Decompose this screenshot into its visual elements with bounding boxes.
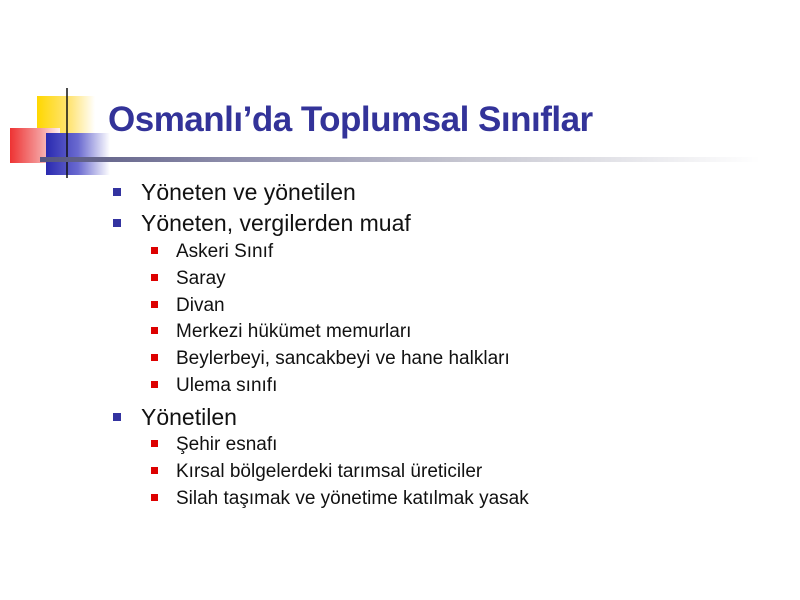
bullet-square-l2: [151, 354, 158, 361]
bullet-text-9: Yönetilen: [141, 404, 237, 430]
bullet-square-l2: [151, 440, 158, 447]
bullet-square-l2: [151, 274, 158, 281]
bullet-text-8: Ulema sınıfı: [176, 375, 278, 396]
slide-title: Osmanlı’da Toplumsal Sınıflar: [108, 100, 593, 139]
bullet-text-10: Şehir esnafı: [176, 434, 278, 455]
bullet-square-l2: [151, 467, 158, 474]
bullet-square-l2: [151, 381, 158, 388]
bullet-text-11: Kırsal bölgelerdeki tarımsal üreticiler: [176, 461, 483, 482]
bullet-square-l2: [151, 301, 158, 308]
bullet-text-12: Silah taşımak ve yönetime katılmak yasak: [176, 488, 529, 509]
bullet-text-3: Askeri Sınıf: [176, 241, 274, 262]
bullet-square-l2: [151, 327, 158, 334]
bullet-text-5: Divan: [176, 295, 225, 316]
bullet-text-4: Saray: [176, 268, 226, 289]
bullet-text-1: Yöneten ve yönetilen: [141, 179, 356, 205]
bullet-square-l1: [113, 188, 121, 196]
bullet-text-6: Merkezi hükümet memurları: [176, 321, 412, 342]
bullet-square-l2: [151, 494, 158, 501]
bullet-square-l1: [113, 219, 121, 227]
bullet-text-2: Yöneten, vergilerden muaf: [141, 210, 411, 236]
bullet-text-7: Beylerbeyi, sancakbeyi ve hane halkları: [176, 348, 510, 369]
bullet-square-l1: [113, 413, 121, 421]
bullet-square-l2: [151, 247, 158, 254]
